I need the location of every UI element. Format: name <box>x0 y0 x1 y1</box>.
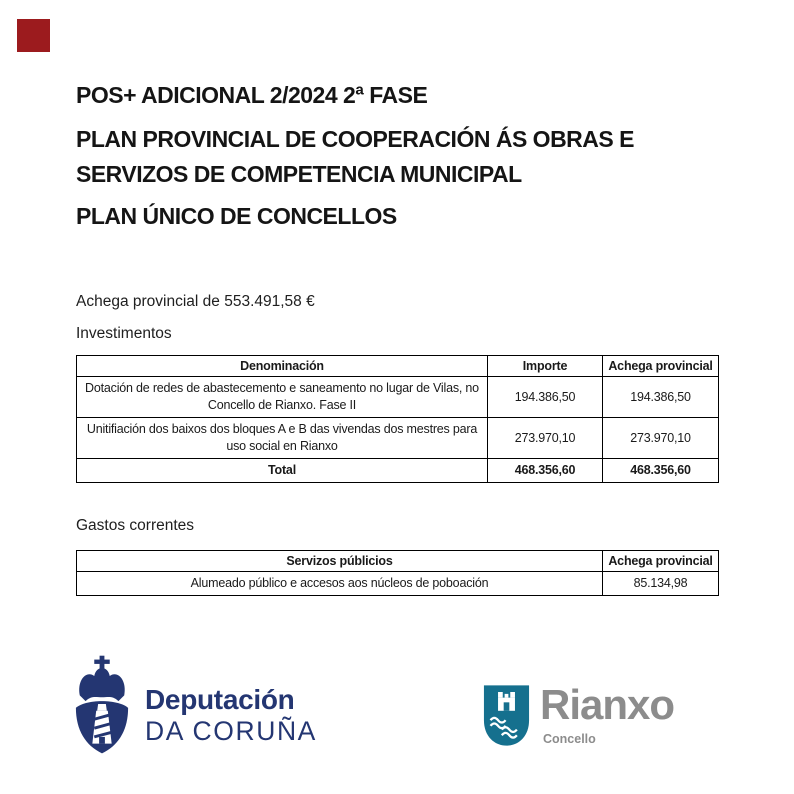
total-importe: 468.356,60 <box>488 459 603 483</box>
investments-section-label: Investimentos <box>76 325 172 342</box>
expenses-table <box>76 550 719 596</box>
title-plan-provincial-line1: PLAN PROVINCIAL DE COOPERACIÓN ÁS OBRAS E <box>76 126 634 152</box>
title-pos-adicional: POS+ ADICIONAL 2/2024 2ª FASE <box>76 82 428 108</box>
table-row <box>77 377 719 418</box>
expense-achega: 85.134,98 <box>603 572 719 596</box>
investment-importe: 273.970,10 <box>488 418 603 459</box>
expense-name: Alumeado público e accesos aos núcleos de poboación <box>77 572 603 596</box>
col-header-achega: Achega provincial <box>603 356 719 377</box>
col-header-servizos: Servizos públicios <box>77 551 603 572</box>
rianxo-wordmark <box>540 683 674 748</box>
expenses-section-label: Gastos correntes <box>76 517 195 534</box>
investment-name: Unitifiación dos baixos dos bloques A e B das vivendas dos mestres para uso social en Rianxo <box>77 418 488 459</box>
achega-provincial-line: Achega provincial de 553.491,58 € <box>76 293 315 310</box>
col-header-achega: Achega provincial <box>603 551 719 572</box>
red-stamp-square <box>17 19 50 52</box>
investment-achega: 273.970,10 <box>603 418 719 459</box>
rianxo-name: Rianxo <box>540 681 675 728</box>
table-row <box>77 572 719 596</box>
concello-rianxo-logo <box>483 683 674 748</box>
title-plan-provincial-line2: SERVIZOS DE COMPETENCIA MUNICIPAL <box>76 161 522 187</box>
investment-achega: 194.386,50 <box>603 377 719 418</box>
investment-name: Dotación de redes de abastecemento e saneamento no lugar de Vilas, no Concello de Rianxo. Fase II <box>77 377 488 418</box>
rianxo-shield-icon <box>483 683 530 748</box>
deputacion-da-coruna-logo <box>73 655 317 755</box>
total-row <box>77 459 719 483</box>
deputacion-crest-icon <box>73 655 131 755</box>
deputacion-wordmark <box>145 686 317 755</box>
deputacion-subname: DA CORUÑA <box>145 716 317 746</box>
title-plan-unico: PLAN ÚNICO DE CONCELLOS <box>76 203 397 229</box>
expenses-header-row <box>77 551 719 572</box>
investments-header-row <box>77 356 719 377</box>
total-label: Total <box>77 459 488 483</box>
rianxo-subtitle: Concello <box>543 732 596 746</box>
col-header-importe: Importe <box>488 356 603 377</box>
investment-importe: 194.386,50 <box>488 377 603 418</box>
deputacion-name: Deputación <box>145 684 295 715</box>
col-header-denominacion: Denominación <box>77 356 488 377</box>
table-row <box>77 418 719 459</box>
investments-table <box>76 355 719 483</box>
total-achega: 468.356,60 <box>603 459 719 483</box>
